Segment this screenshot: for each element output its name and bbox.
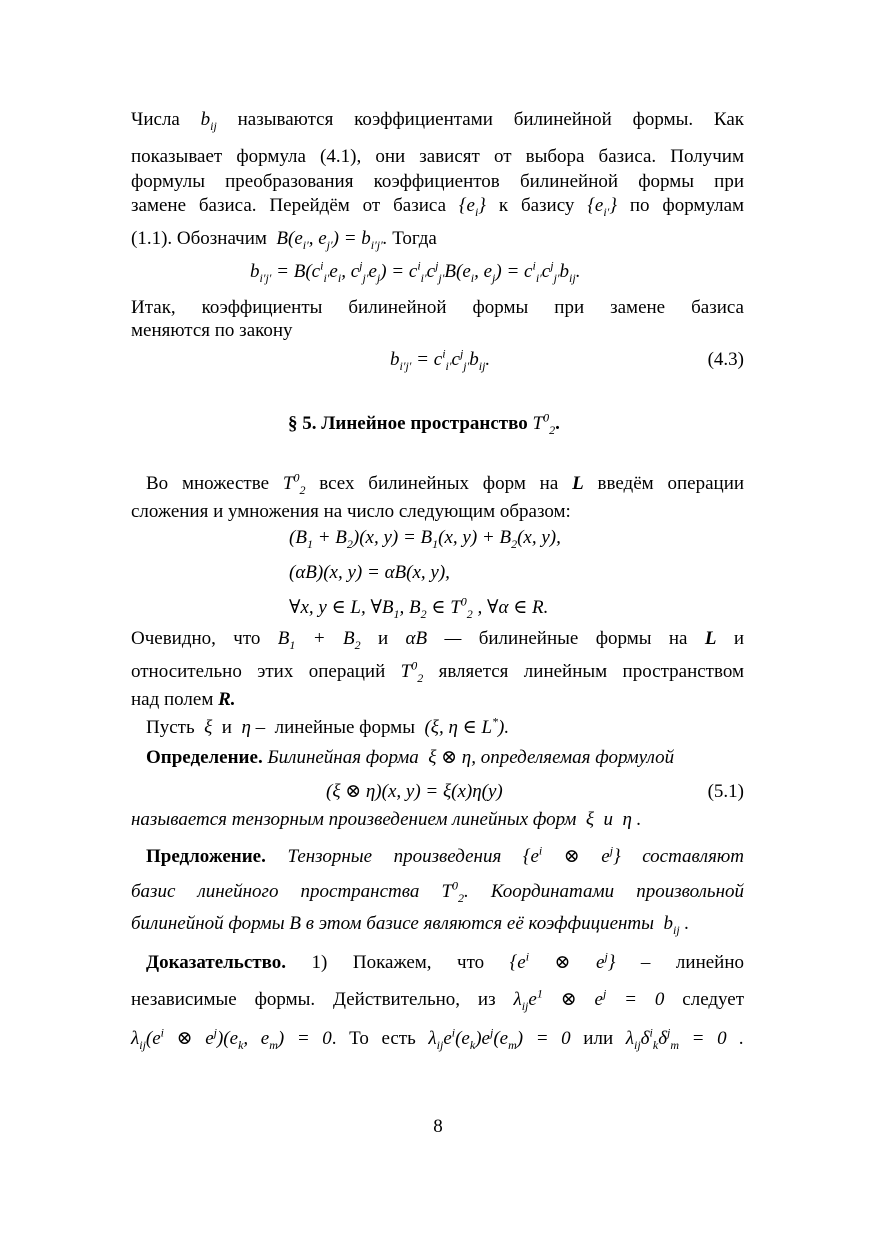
text: составляют (642, 846, 745, 867)
text: (1.1). Обозначим (131, 228, 267, 249)
formula: $B_1 + B_2$ (277, 628, 361, 652)
text-line (146, 472, 744, 496)
text: Числа (131, 109, 180, 130)
text: Тогда (392, 228, 437, 249)
text: . Координатами произвольной (464, 881, 744, 902)
text-line: сложения и умножения на число следующим образом: (131, 501, 571, 522)
text-line (131, 627, 744, 651)
text-line (131, 108, 744, 132)
text-line (131, 988, 744, 1012)
formula: $\{e_{i'}\}$ (587, 195, 617, 219)
text-line (131, 194, 744, 218)
text: 1) Покажем, что (311, 952, 485, 973)
text: базис линейного пространства (131, 881, 420, 902)
text: линейные формы (274, 717, 415, 738)
text: следует (682, 989, 745, 1010)
formula: $\lambda_{ij}e^1$ ⊗ $e^j = 0$ (513, 986, 665, 1013)
formula: R. (218, 689, 236, 710)
text: относительно этих операций (131, 661, 386, 682)
page-number: 8 (433, 1116, 443, 1137)
proof-label: Доказательство. (146, 952, 286, 973)
text-line (146, 951, 744, 975)
text: и (603, 809, 613, 830)
text: билинейные формы на (478, 628, 688, 649)
formula: L (572, 473, 584, 494)
formula: $T^0_2$ (282, 470, 306, 497)
text: над полем (131, 689, 214, 710)
text: Тензорные произведения (287, 846, 502, 867)
text-line (146, 845, 744, 869)
text-line: формулы преобразования коэффициентов билинейной формы при (131, 171, 744, 192)
text: билинейной формы B в этом базисе являются её коэффициенты (131, 913, 655, 934)
text-line (131, 880, 744, 904)
text: независимые формы. Действительно, из (131, 989, 496, 1010)
formula: ξ (581, 809, 599, 830)
text: называются коэффициентами билинейной формы. Как (237, 109, 745, 130)
formula: η – (236, 717, 270, 738)
text: . То есть (331, 1028, 416, 1049)
formula: $\lambda_{ij}e^i(e_k)e^j(e_m) = 0$ (428, 1025, 571, 1052)
equation: $b_{i'j'} = c^i_{i'}c^j_{j'}b_{ij}$. (390, 346, 491, 373)
text: и (377, 628, 389, 649)
equation-number: (5.1) (707, 781, 744, 802)
formula: $\lambda_{ij}(e^i$ ⊗ $e^j)(e_k$, $e_m) = 0$ (131, 1025, 332, 1052)
text: введём операции (597, 473, 745, 494)
formula: {$e^i$ ⊗ $e^j$} (522, 843, 621, 867)
equation: $(B_1 + B_2)(x$, $y) = B_1(x$, $y) + B_2(x$, y), (289, 527, 561, 551)
text: называется тензорным произведением линейных форм (131, 809, 577, 830)
text: Очевидно, что (131, 628, 261, 649)
heading-text: § 5. Линейное пространство (288, 413, 528, 434)
text: является линейным пространством (438, 661, 744, 682)
formula: (ξ, η ∈ L*). (419, 714, 510, 738)
text-line (146, 716, 509, 740)
text: Во множестве (146, 473, 270, 494)
equation-number: (4.3) (707, 349, 744, 370)
text-line (131, 688, 236, 712)
formula: {$e^i$ ⊗ $e^j$} – (509, 949, 651, 973)
definition-label: Определение. (146, 747, 263, 768)
text-line (131, 912, 689, 936)
text-line (131, 660, 744, 684)
equation: (αB)(x, y) = αB(x, y), (289, 562, 450, 583)
text: Билинейная форма (267, 747, 419, 768)
equation: (ξ ⊗ η)(x, y) = ξ(x)η(y) (326, 781, 503, 802)
text: и (733, 628, 745, 649)
equation: ∀x, y ∈ L, $\forall B_1$, $B_2$ ∈ $T^0_2$ , ∀α ∈ R. (289, 594, 549, 621)
text: Пусть (146, 717, 195, 738)
text: , определяемая формулой (471, 747, 675, 768)
formula: $\{e_i\}$ (458, 195, 486, 219)
heading-text: . (555, 413, 560, 434)
text-line: Итак, коэффициенты билинейной формы при замене базиса (131, 297, 744, 318)
text-line (131, 1027, 744, 1051)
text: замене базиса. Перейдём от базиса (131, 195, 447, 216)
text-line: меняются по закону (131, 320, 293, 341)
formula: $T^0_2$ (441, 878, 465, 905)
section-heading (288, 412, 560, 436)
text-line (146, 746, 674, 770)
formula: η . (617, 809, 642, 830)
text: и (221, 717, 232, 738)
formula: L (704, 628, 717, 649)
text: линейно (675, 952, 745, 973)
formula: $T^0_2$ (400, 658, 424, 685)
text: к базису (498, 195, 575, 216)
text-line (131, 808, 641, 832)
formula: αB — (405, 628, 462, 649)
formula: $\lambda_{ij}\delta^i_k\delta^j_m = 0$ . (625, 1025, 745, 1052)
text: всех билинейных форм на (319, 473, 559, 494)
formula: $b_{ij}$ . (658, 913, 690, 937)
formula: $B(e_{i'}$, $e_{j'}) = b_{i'j'}$. (271, 228, 388, 252)
text-line: показывает формула (4.1), они зависят от выбора базиса. Получим (131, 146, 744, 167)
formula: $b_{ij}$ (200, 109, 217, 133)
text: по формулам (629, 195, 745, 216)
equation: $b_{i'j'} = B(c^i_{i'}e_i$, $c^j_{j'}e_j) = c^i_{i'}c^j_{j'}B(e_i$, $e_j) = c^i_{i'}c^j_{j'}b_{ij}$. (250, 258, 581, 285)
text: или (583, 1028, 614, 1049)
formula: ξ ⊗ η (423, 747, 472, 768)
proposition-label: Предложение. (146, 846, 266, 867)
formula: $T^0_2$ (532, 410, 556, 437)
formula: ξ (199, 717, 218, 738)
text-line (131, 227, 437, 251)
